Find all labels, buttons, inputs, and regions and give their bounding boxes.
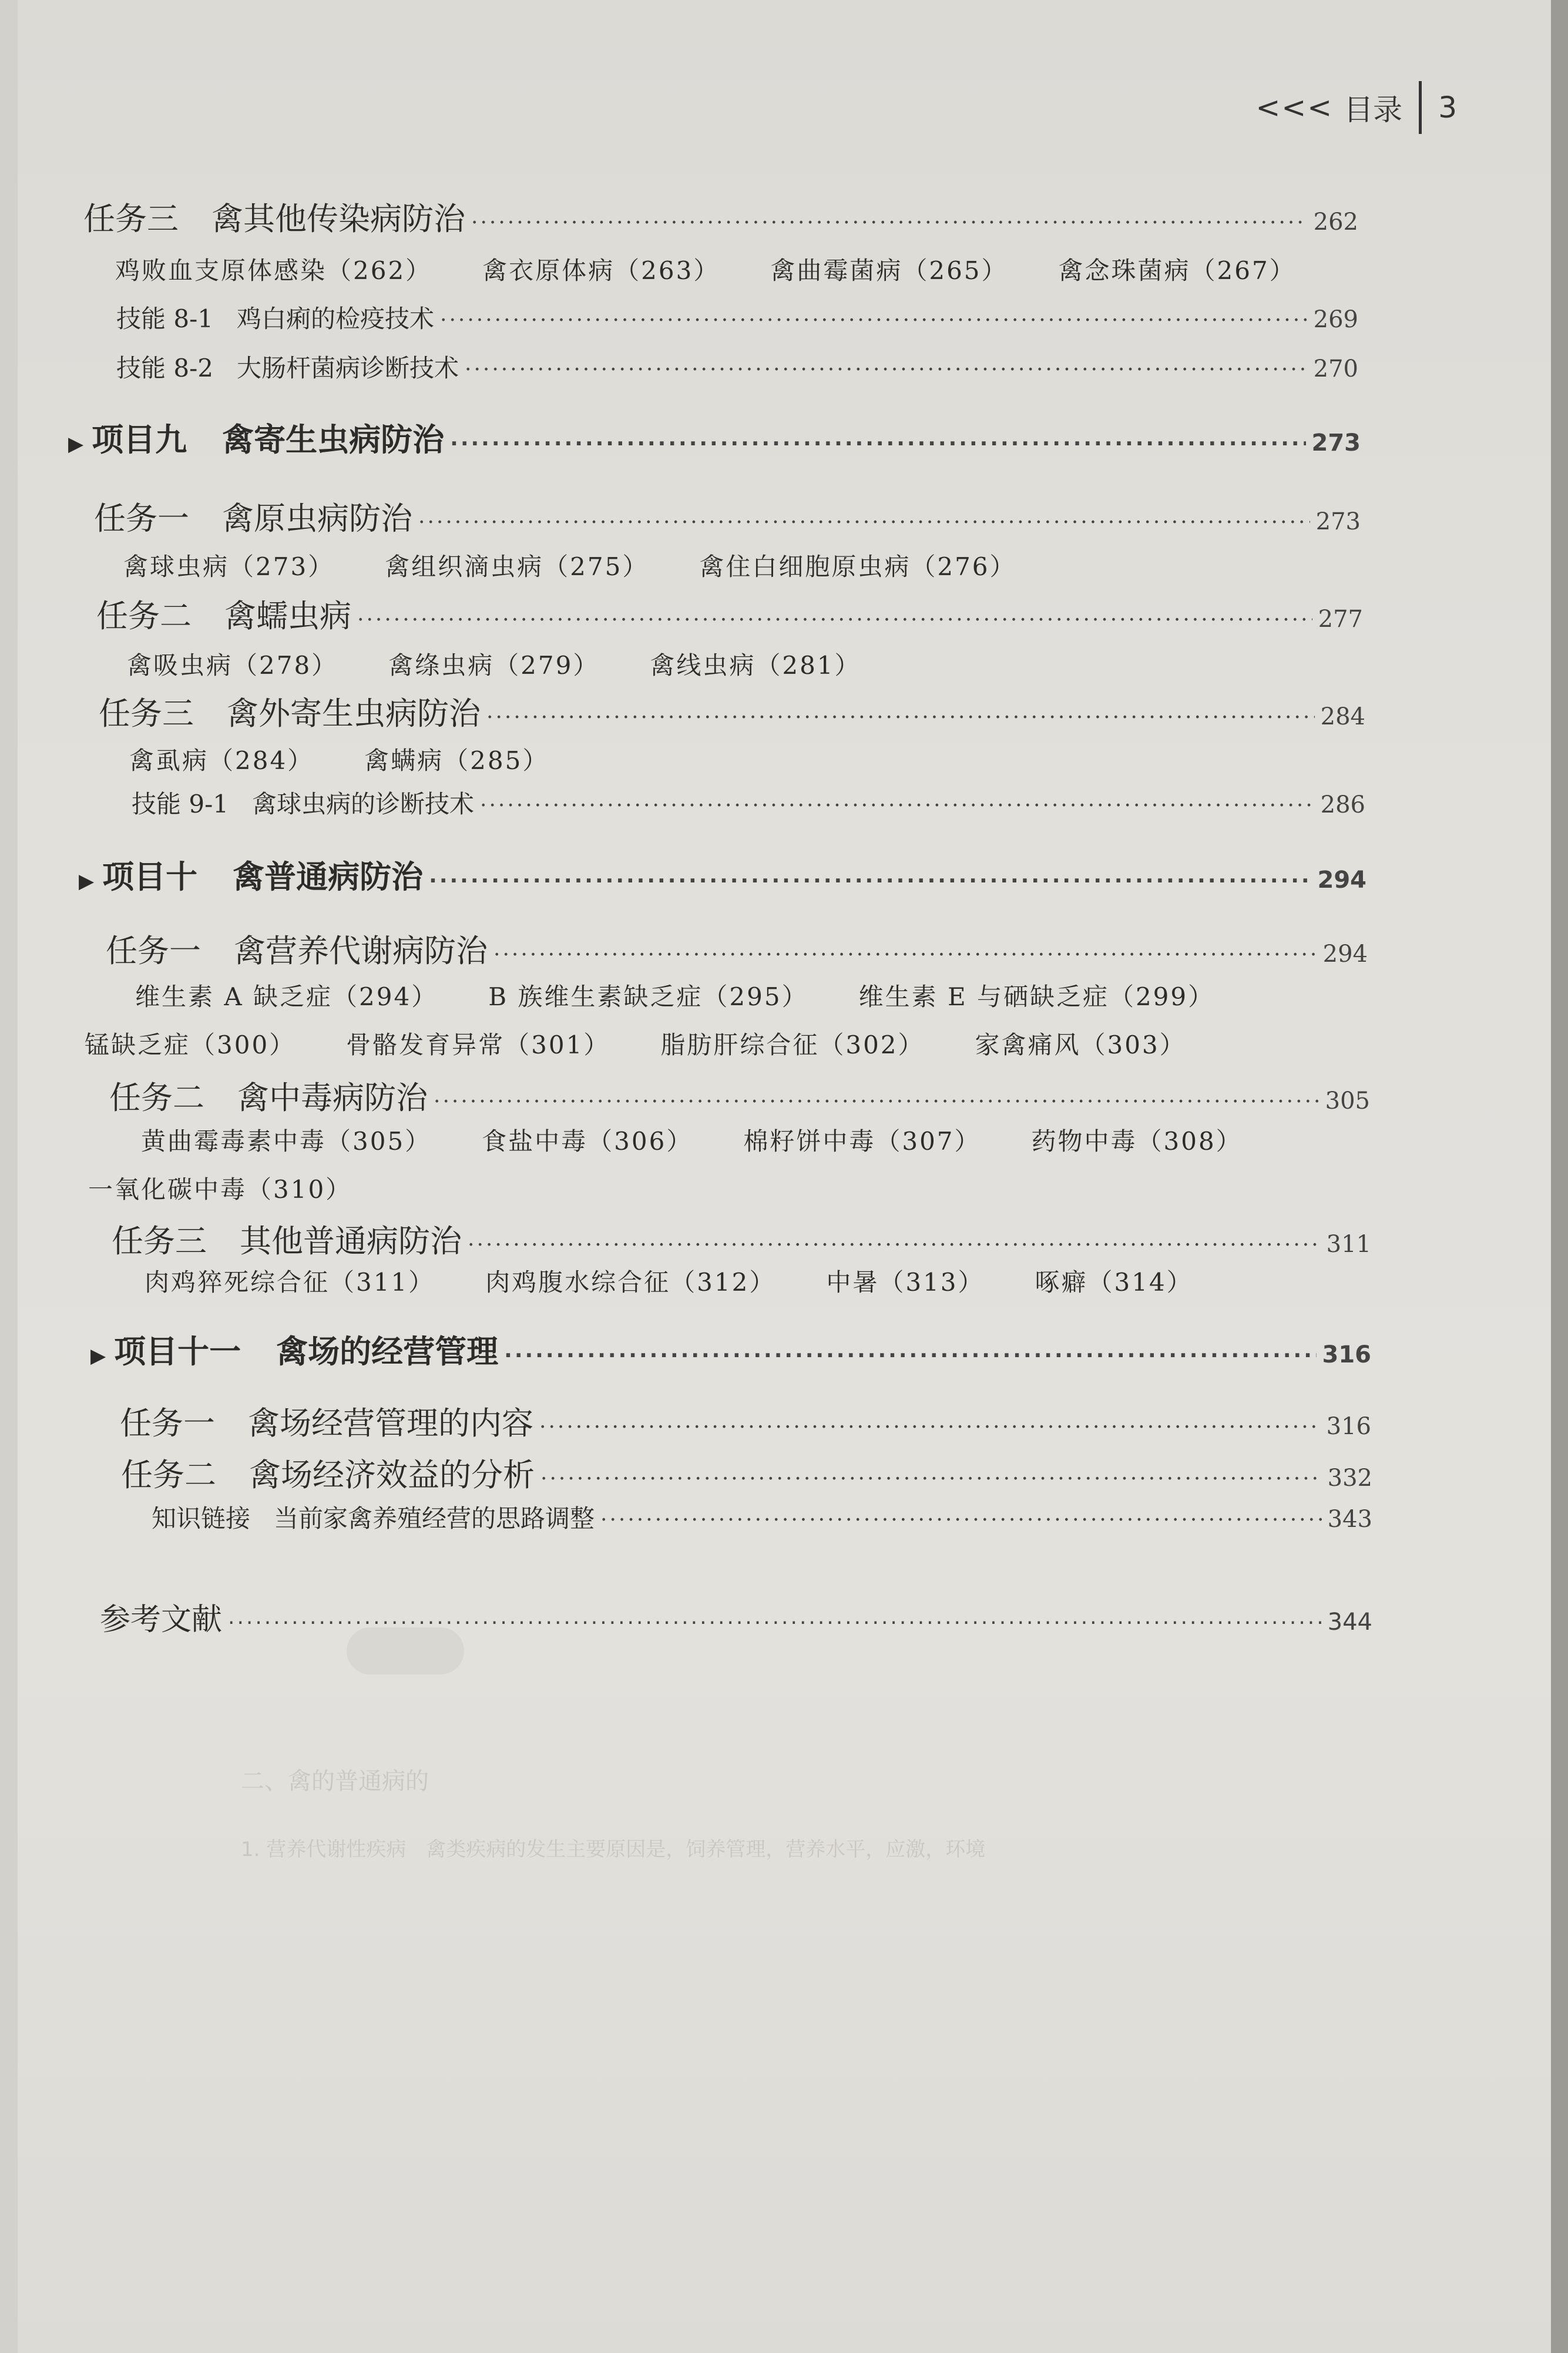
subtopic-line	[123, 548, 1067, 583]
dot-leader	[493, 943, 1317, 967]
subtopic: 脂肪肝综合征（302）	[660, 1031, 925, 1059]
toc-entry[interactable]	[109, 1073, 1370, 1118]
subtopic-line	[85, 1026, 1237, 1061]
toc-entry[interactable]	[106, 926, 1368, 971]
bleed-through-text: 1. 营养代谢性疾病 禽类疾病的发生主要原因是，饲养管理，营养水平，应激，环境	[241, 1838, 986, 1861]
toc-entry[interactable]	[121, 1450, 1372, 1495]
subtopic: 禽球虫病（273）	[123, 552, 335, 581]
toc-entry[interactable]	[152, 1499, 1372, 1535]
subtopic: 禽螨病（285）	[364, 746, 549, 775]
skill-label: 技能 9-1	[132, 790, 229, 818]
header-arrows: <<<	[1255, 90, 1334, 125]
task-label: 任务一	[120, 1405, 215, 1442]
entry-page: 262	[1313, 209, 1358, 236]
entry-page: 273	[1311, 429, 1361, 456]
entry-title: 禽场经营管理的内容	[248, 1405, 533, 1442]
subtopic: 骨骼发育异常（301）	[346, 1031, 610, 1059]
subtopic: 维生素 E 与硒缺乏症（299）	[858, 982, 1215, 1011]
task-label: 任务一	[106, 932, 201, 969]
subtopic-line	[141, 1122, 1293, 1157]
entry-title: 当前家禽养殖经营的思路调整	[274, 1504, 595, 1533]
dot-leader	[468, 1233, 1321, 1257]
dot-leader	[540, 1467, 1322, 1491]
subtopic-line	[129, 741, 599, 777]
task-label: 任务三	[99, 695, 194, 732]
toc-entry[interactable]	[120, 1398, 1371, 1444]
subtopic: 禽念珠菌病（267）	[1058, 256, 1296, 285]
dot-leader	[228, 1611, 1322, 1635]
entry-page: 316	[1326, 1413, 1371, 1440]
dot-leader	[357, 608, 1312, 632]
toc-entry[interactable]	[99, 689, 1365, 734]
subtopic: 食盐中毒（306）	[482, 1127, 693, 1156]
skill-label: 技能 8-2	[116, 354, 213, 382]
entry-title: 禽外寄生虫病防治	[227, 695, 481, 732]
subtopic-line	[88, 1170, 402, 1206]
toc-references-entry[interactable]	[100, 1595, 1372, 1639]
toc-project-entry[interactable]	[79, 852, 1366, 897]
entry-page: 316	[1322, 1341, 1371, 1368]
entry-title: 禽场经济效益的分析	[249, 1456, 535, 1493]
book-page	[18, 0, 1551, 2353]
dot-leader	[600, 1508, 1322, 1532]
toc-entry[interactable]	[116, 349, 1358, 384]
entry-page: 284	[1320, 703, 1365, 730]
dot-leader	[440, 308, 1308, 333]
entry-title: 禽普通病防治	[233, 858, 424, 895]
entry-title: 禽其他传染病防治	[211, 200, 465, 237]
subtopic: 禽住白细胞原虫病（276）	[699, 552, 1016, 581]
subtopic: 禽组织滴虫病（275）	[385, 552, 649, 581]
entry-page: 277	[1318, 606, 1363, 633]
toc-project-entry[interactable]	[68, 415, 1361, 460]
dot-leader	[429, 869, 1311, 893]
task-label: 任务二	[109, 1079, 204, 1116]
entry-title: 大肠杆菌病诊断技术	[237, 354, 459, 382]
dot-leader	[450, 432, 1305, 456]
dot-leader	[480, 794, 1315, 818]
header-divider	[1419, 81, 1422, 134]
entry-title: 禽场的经营管理	[276, 1333, 499, 1370]
task-label: 任务二	[121, 1456, 216, 1493]
subtopic: 药物中毒（308）	[1031, 1127, 1243, 1156]
subtopic-line	[127, 646, 912, 682]
entry-title: 禽蠕虫病	[224, 598, 351, 635]
subtopic: 肉鸡猝死综合征（311）	[145, 1268, 435, 1297]
triangle-bullet-icon: ▶	[90, 1344, 106, 1368]
subtopic: 啄癖（314）	[1035, 1268, 1193, 1297]
entry-page: 332	[1327, 1465, 1372, 1492]
header-section: 目录	[1344, 93, 1403, 127]
running-header	[1256, 81, 1458, 134]
task-label: 任务一	[94, 500, 189, 537]
subtopic: 禽衣原体病（263）	[482, 256, 720, 285]
subtopic: 锰缺乏症（300）	[85, 1031, 296, 1059]
subtopic: 一氧化碳中毒（310）	[88, 1175, 352, 1204]
dot-leader	[418, 511, 1310, 535]
subtopic: 肉鸡腹水综合征（312）	[485, 1268, 776, 1297]
entry-title: 鸡白痢的检疫技术	[237, 304, 435, 333]
entry-page: 294	[1317, 867, 1366, 894]
subtopic: 禽曲霉菌病（265）	[770, 256, 1008, 285]
task-label: 任务三	[83, 200, 179, 237]
subtopic-line	[135, 978, 1265, 1013]
subtopic: 棉籽饼中毒（307）	[743, 1127, 981, 1156]
entry-title: 其他普通病防治	[240, 1223, 462, 1260]
toc-entry[interactable]	[112, 1216, 1371, 1261]
toc-entry[interactable]	[94, 494, 1361, 539]
toc-project-entry[interactable]	[90, 1327, 1371, 1372]
entry-page: 311	[1326, 1231, 1371, 1258]
toc-entry[interactable]	[83, 194, 1358, 239]
entry-title: 禽寄生虫病防治	[222, 421, 445, 458]
dot-leader	[539, 1415, 1321, 1439]
subtopic: 禽线虫病（281）	[650, 651, 861, 680]
entry-page: 343	[1327, 1506, 1372, 1533]
subtopic: 禽绦虫病（279）	[388, 651, 600, 680]
dot-leader	[471, 211, 1308, 235]
bleed-through-text: 二、禽的普通病的	[241, 1768, 429, 1795]
dot-leader	[434, 1090, 1319, 1114]
entry-page: 294	[1322, 941, 1368, 968]
subtopic-line	[145, 1263, 1244, 1298]
toc-entry[interactable]	[96, 591, 1363, 636]
subtopic: B 族维生素缺乏症（295）	[488, 982, 808, 1011]
entry-title: 禽中毒病防治	[237, 1079, 428, 1116]
entry-title: 禽球虫病的诊断技术	[252, 790, 475, 818]
entry-page: 273	[1315, 508, 1361, 535]
entry-title: 禽营养代谢病防治	[234, 932, 488, 969]
subtopic: 维生素 A 缺乏症（294）	[135, 982, 438, 1011]
project-label: 项目九	[92, 421, 187, 458]
project-label: 项目十	[102, 858, 198, 895]
entry-page: 269	[1313, 306, 1358, 333]
entry-title: 参考文献	[100, 1602, 223, 1637]
subtopic: 鸡败血支原体感染（262）	[115, 256, 432, 285]
subtopic: 家禽痛风（303）	[975, 1031, 1186, 1059]
task-label: 任务二	[96, 598, 192, 635]
subtopic-line	[115, 251, 1347, 287]
subtopic: 禽虱病（284）	[129, 746, 314, 775]
triangle-bullet-icon: ▶	[79, 870, 95, 893]
dot-leader	[465, 358, 1308, 382]
toc-entry[interactable]	[116, 300, 1358, 335]
project-label: 项目十一	[114, 1333, 241, 1370]
triangle-bullet-icon: ▶	[68, 432, 84, 456]
entry-page: 270	[1313, 355, 1358, 382]
entry-page: 344	[1327, 1609, 1372, 1636]
toc-entry[interactable]	[132, 785, 1365, 820]
entry-page: 305	[1325, 1087, 1370, 1115]
dot-leader	[504, 1344, 1316, 1368]
subtopic: 中暑（313）	[826, 1268, 985, 1297]
skill-label: 技能 8-1	[116, 304, 213, 333]
entry-title: 禽原虫病防治	[222, 500, 412, 537]
entry-page: 286	[1320, 791, 1365, 818]
knowledge-link-label: 知识链接	[152, 1504, 251, 1533]
subtopic: 黄曲霉毒素中毒（305）	[141, 1127, 432, 1156]
task-label: 任务三	[112, 1223, 207, 1260]
header-page-number: 3	[1438, 90, 1457, 125]
dot-leader	[486, 706, 1315, 730]
subtopic: 禽吸虫病（278）	[127, 651, 338, 680]
